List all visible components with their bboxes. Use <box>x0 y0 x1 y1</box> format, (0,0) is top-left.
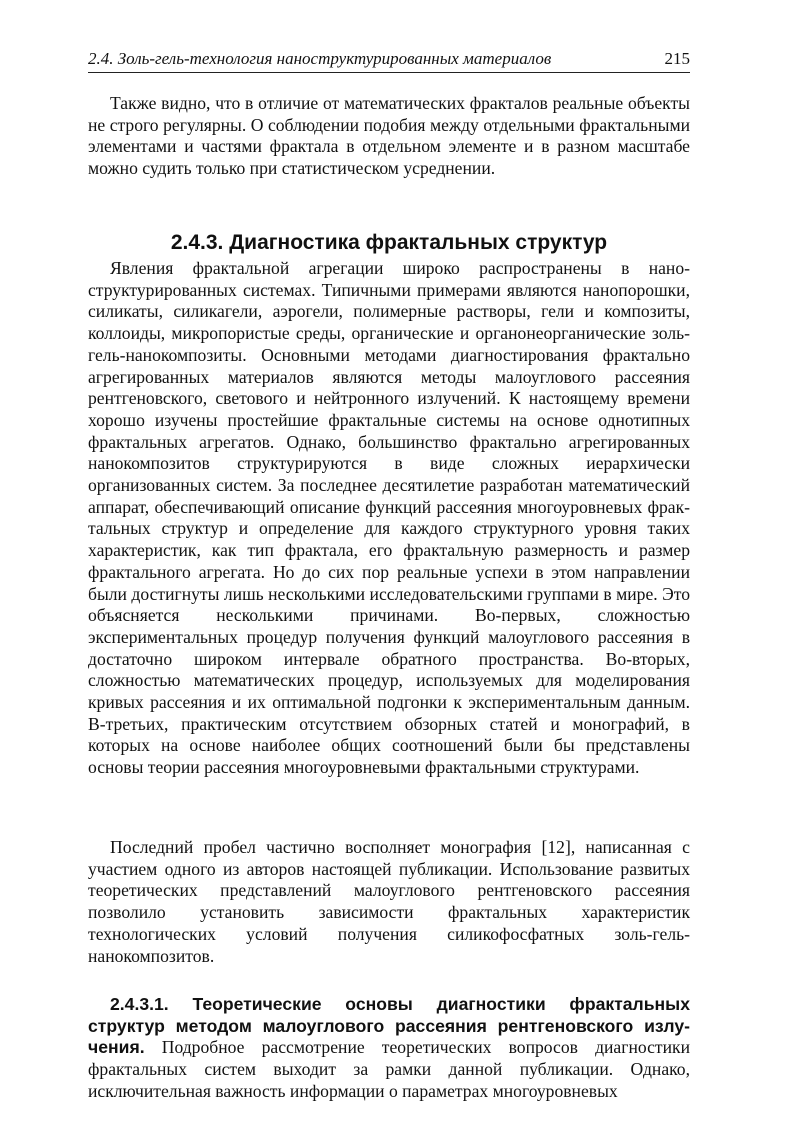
paragraph-block-2 <box>88 837 690 967</box>
running-title: 2.4. Золь-гель-технология наноструктурированных материалов <box>88 49 552 68</box>
paragraph-block-3 <box>88 994 690 1103</box>
page-number: 215 <box>664 49 690 68</box>
subsection-paragraph <box>88 994 690 1103</box>
intro-paragraph-block <box>88 93 690 180</box>
paragraph-block-1 <box>88 258 690 779</box>
subsection-runin-heading: 2.4.3.1. Теоретические основы диагностики фрактальных структур методом малоуглового рассеяния рентгеновского излучения. <box>88 994 690 1058</box>
paragraph-monograph: Последний пробел частично восполняет монография [12], написанная с участием одного из авторов настоящей публикации. Использование развитых теоретических представлений малоуглового рентгеновского рассеяния позволило установить зависимости фрактальных характеристик технологических условий получения силикофосфатных золь-гель-нанокомпозитов. <box>88 837 690 966</box>
subsection-text: Подробное рассмотрение теоретических вопросов диагностики фрактальных систем выходит за рамки данной публикации. Однако, исключительная важность информации о параметрах многоуровневых <box>88 1037 690 1101</box>
intro-paragraph: Также видно, что в отличие от математических фракталов реальные объекты не строго регулярны. О соблюдении подобия между отдельными фрактальными элементами и частями фрактала в отдельном элементе и в разном масштабе можно судить только при статистическом усреднении. <box>88 93 690 179</box>
running-header <box>88 46 690 73</box>
section-heading: 2.4.3. Диагностика фрактальных структур <box>170 231 608 254</box>
paragraph-fractal-aggregation: Явления фрактальной агрегации широко распространены в наноструктурированных системах. Типичными примерами являются нанопорошки, силикаты, силикагели, аэрогели, полимерные растворы, гели и композиты, коллоиды, микропористые среды, органические и органонеорганические золь-гель-нанокомпозиты. Основными методами диагностирования фрактально агрегированных материалов являются методы малоуглового рассеяния рентгеновского, светового и нейтронного излучений. К настоящему времени хорошо изучены простейшие фрактальные системы на основе однотипных фрактальных агрегатов. Однако, большинство фрактально агрегированных нанокомпозитов структурируются в виде сложных иерархически организованных систем. За последнее десятилетие разработан математический аппарат, обеспечивающий описание функций рассеяния многоуровневых фрактальных структур и определение для каждого структурного уровня таких характеристик, как тип фрактала, его фрактальную размерность и размер фрактального агрегата. Но до сих пор реальные успехи в этом направлении были достигнуты лишь несколькими исследовательскими группами в мире. Это объясняется несколькими причинами. Во-первых, сложностью экспериментальных процедур получения функций малоуглового рассеяния в достаточно широком интервале обратного пространства. Во-вторых, сложностью математических процедур, используемых для моделирования кривых рассеяния и их оптимальной подгонки к экспериментальным данным. В-третьих, практическим отсутствием обзорных статей и монографий, в которых на основе наиболее общих соотношений были бы представлены основы теории рассеяния многоуровневыми фрактальными структурами. <box>88 258 690 778</box>
